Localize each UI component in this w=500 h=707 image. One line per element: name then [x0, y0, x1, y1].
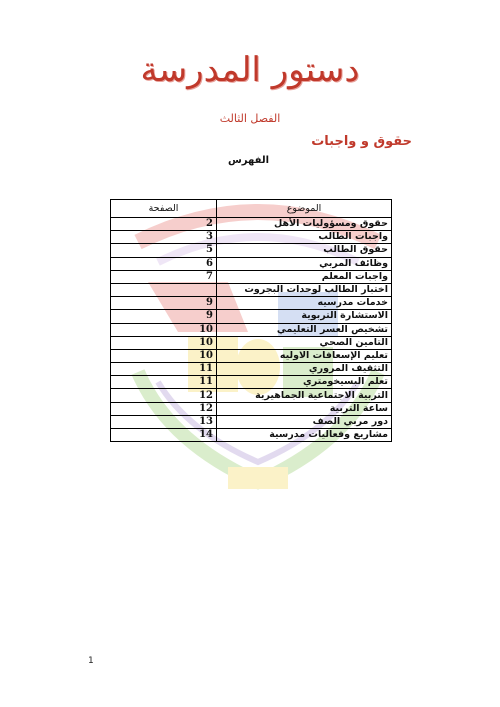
- toc-page: 11: [111, 363, 217, 376]
- toc-page: 14: [111, 429, 217, 442]
- index-heading: الفهرس: [228, 155, 270, 166]
- table-row: [111, 231, 392, 244]
- toc-page: 7: [111, 270, 217, 283]
- document-title: دستور المدرسة: [140, 50, 360, 90]
- toc-header-topic: الموضوع: [217, 200, 392, 218]
- toc-page: 10: [111, 336, 217, 349]
- table-of-contents: [110, 199, 392, 442]
- toc-topic: تعليم الإسعافات الاوليه: [217, 349, 392, 362]
- section-heading: حقوق و واجبات: [311, 134, 412, 149]
- toc-topic: حقوق ومسؤوليات الأهل: [217, 218, 392, 231]
- toc-page: 12: [111, 402, 217, 415]
- page-number: 1: [88, 656, 94, 666]
- toc-page: 10: [111, 349, 217, 362]
- toc-page: 10: [111, 323, 217, 336]
- toc-page: 6: [111, 257, 217, 270]
- table-row: [111, 376, 392, 389]
- toc-topic: تعلم البسيخومتري: [217, 376, 392, 389]
- table-row: [111, 402, 392, 415]
- toc-topic: وظائف المربي: [217, 257, 392, 270]
- table-row: [111, 336, 392, 349]
- table-row: [111, 323, 392, 336]
- toc-page: 11: [111, 376, 217, 389]
- toc-topic: دور مربي الصف: [217, 415, 392, 428]
- table-row: [111, 363, 392, 376]
- toc-topic: حقوق الطالب: [217, 244, 392, 257]
- table-row: [111, 349, 392, 362]
- toc-page: 5: [111, 244, 217, 257]
- toc-topic: التربية الاجتماعية الجماهيرية: [217, 389, 392, 402]
- toc-page: 2: [111, 218, 217, 231]
- toc-topic: التامين الصحي: [217, 336, 392, 349]
- toc-header-page: الصفحة: [111, 200, 217, 218]
- table-row: [111, 429, 392, 442]
- table-row: [111, 310, 392, 323]
- chapter-label: الفصل الثالث: [219, 112, 281, 125]
- toc-topic: خدمات مدرسيه: [217, 297, 392, 310]
- table-row: [111, 218, 392, 231]
- toc-topic: واجبات المعلم: [217, 270, 392, 283]
- table-row: [111, 283, 392, 296]
- table-row: [111, 244, 392, 257]
- toc-topic: الاستشارة التربوية: [217, 310, 392, 323]
- toc-page: 3: [111, 231, 217, 244]
- table-row: [111, 257, 392, 270]
- toc-page: [111, 283, 217, 296]
- toc-topic: ساعة التربية: [217, 402, 392, 415]
- table-row: [111, 389, 392, 402]
- toc-topic: التثقيف المروري: [217, 363, 392, 376]
- toc-topic: واجبات الطالب: [217, 231, 392, 244]
- table-row: [111, 297, 392, 310]
- toc-page: 9: [111, 310, 217, 323]
- toc-header-row: [111, 200, 392, 218]
- toc-topic: تشخيص العسر التعليمي: [217, 323, 392, 336]
- toc-topic: مشاريع وفعاليات مدرسية: [217, 429, 392, 442]
- table-row: [111, 415, 392, 428]
- toc-page: 13: [111, 415, 217, 428]
- toc-page: 9: [111, 297, 217, 310]
- toc-page: 12: [111, 389, 217, 402]
- toc-topic: اختبار الطالب لوحدات البجروت: [217, 283, 392, 296]
- table-row: [111, 270, 392, 283]
